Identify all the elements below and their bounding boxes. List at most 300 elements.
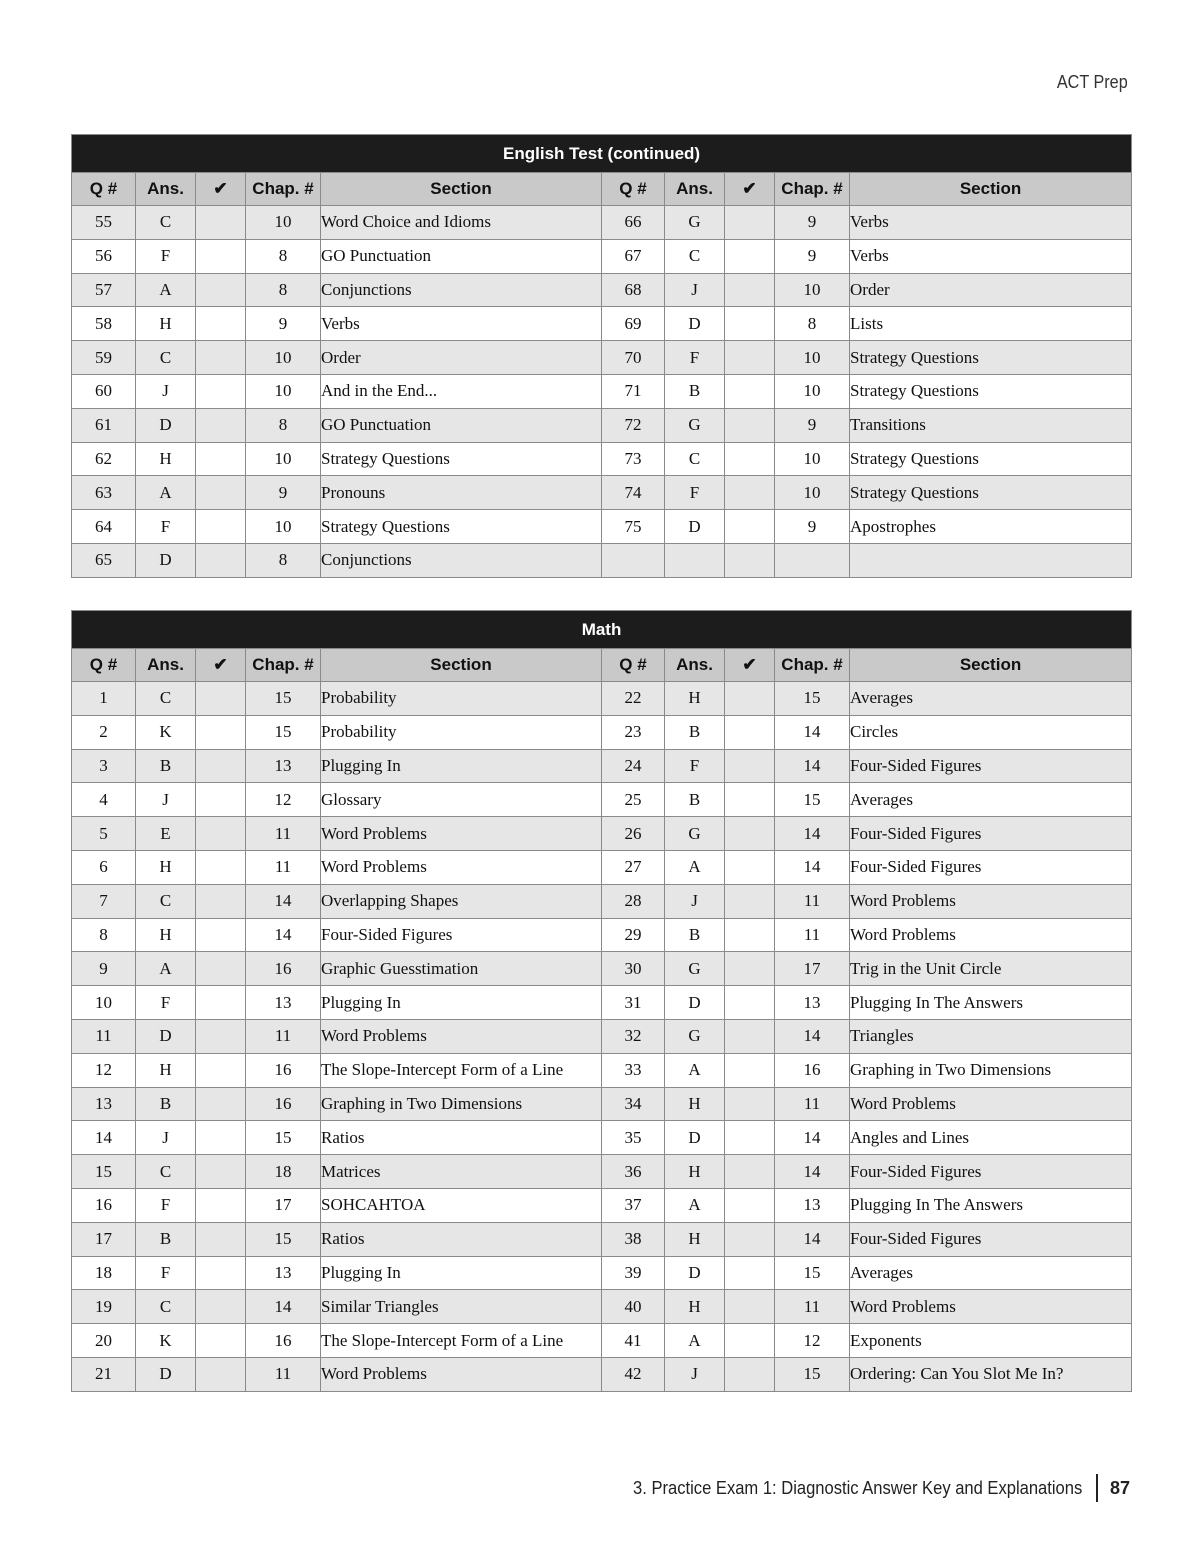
answer-cell: H [665, 1222, 725, 1256]
section-cell: Pronouns [321, 476, 602, 510]
answer-cell: D [665, 1256, 725, 1290]
chapter-number-cell: 10 [246, 374, 321, 408]
answer-cell: B [665, 715, 725, 749]
table-row [72, 1290, 1132, 1324]
chapter-number-cell: 13 [246, 986, 321, 1020]
answer-cell: C [136, 206, 196, 240]
section-cell: Strategy Questions [321, 510, 602, 544]
question-number-cell: 6 [72, 850, 136, 884]
section-cell: Word Problems [321, 1019, 602, 1053]
section-cell: Matrices [321, 1155, 602, 1189]
section-cell: Four-Sided Figures [850, 1155, 1132, 1189]
question-number-cell: 8 [72, 918, 136, 952]
section-cell: Graphic Guesstimation [321, 952, 602, 986]
question-number-cell: 16 [72, 1188, 136, 1222]
question-number-cell: 36 [602, 1155, 665, 1189]
check-box-cell[interactable] [196, 1019, 246, 1053]
check-box-cell[interactable] [196, 374, 246, 408]
section-cell: Circles [850, 715, 1132, 749]
answer-cell: B [136, 1222, 196, 1256]
chapter-number-cell [775, 543, 850, 577]
section-cell: Ratios [321, 1222, 602, 1256]
check-box-cell[interactable] [196, 273, 246, 307]
col-ans-header: Ans. [665, 649, 725, 682]
check-box-cell[interactable] [725, 442, 775, 476]
footer-divider [1096, 1474, 1098, 1502]
section-cell: Averages [850, 1256, 1132, 1290]
chapter-number-cell: 9 [775, 510, 850, 544]
question-number-cell: 33 [602, 1053, 665, 1087]
table-row [72, 850, 1132, 884]
table-row [72, 543, 1132, 577]
check-box-cell[interactable] [725, 952, 775, 986]
check-box-cell[interactable] [725, 1087, 775, 1121]
check-box-cell[interactable] [196, 817, 246, 851]
check-box-cell[interactable] [196, 239, 246, 273]
table-row [72, 374, 1132, 408]
table-row [72, 1053, 1132, 1087]
chapter-number-cell: 18 [246, 1155, 321, 1189]
check-box-cell[interactable] [725, 1019, 775, 1053]
question-number-cell: 9 [72, 952, 136, 986]
check-box-cell[interactable] [725, 918, 775, 952]
section-cell: Probability [321, 682, 602, 716]
section-cell: Strategy Questions [850, 476, 1132, 510]
answer-cell: H [665, 1087, 725, 1121]
check-box-cell[interactable] [725, 783, 775, 817]
question-number-cell [602, 543, 665, 577]
chapter-number-cell: 11 [775, 918, 850, 952]
check-box-cell[interactable] [196, 682, 246, 716]
answer-cell: C [136, 341, 196, 375]
math-table-title: Math [72, 611, 1132, 649]
chapter-number-cell: 17 [775, 952, 850, 986]
table-row [72, 749, 1132, 783]
answer-cell: D [136, 543, 196, 577]
table-row [72, 476, 1132, 510]
question-number-cell: 75 [602, 510, 665, 544]
question-number-cell: 65 [72, 543, 136, 577]
question-number-cell: 71 [602, 374, 665, 408]
check-box-cell[interactable] [725, 749, 775, 783]
check-box-cell[interactable] [725, 715, 775, 749]
question-number-cell: 26 [602, 817, 665, 851]
question-number-cell: 32 [602, 1019, 665, 1053]
answer-cell: H [136, 850, 196, 884]
question-number-cell: 27 [602, 850, 665, 884]
check-box-cell[interactable] [196, 1121, 246, 1155]
section-cell: GO Punctuation [321, 239, 602, 273]
chapter-number-cell: 14 [775, 817, 850, 851]
question-number-cell: 18 [72, 1256, 136, 1290]
check-box-cell[interactable] [196, 510, 246, 544]
table-row [72, 1256, 1132, 1290]
check-box-cell[interactable] [725, 1121, 775, 1155]
answer-cell: E [136, 817, 196, 851]
check-header-icon: ✔ [725, 173, 775, 206]
answer-cell: F [136, 510, 196, 544]
check-box-cell[interactable] [725, 1222, 775, 1256]
section-cell: Word Problems [850, 1087, 1132, 1121]
section-cell: Strategy Questions [850, 341, 1132, 375]
question-number-cell: 25 [602, 783, 665, 817]
chapter-number-cell: 15 [246, 1121, 321, 1155]
col-ans-header: Ans. [665, 173, 725, 206]
chapter-number-cell: 15 [246, 682, 321, 716]
check-box-cell[interactable] [725, 1290, 775, 1324]
col-chap-header: Chap. # [775, 173, 850, 206]
answer-cell: J [665, 884, 725, 918]
check-box-cell[interactable] [196, 715, 246, 749]
table-row [72, 273, 1132, 307]
table-row [72, 1357, 1132, 1391]
chapter-number-cell: 14 [246, 1290, 321, 1324]
check-box-cell[interactable] [196, 307, 246, 341]
table-row [72, 918, 1132, 952]
question-number-cell: 12 [72, 1053, 136, 1087]
section-cell: Ordering: Can You Slot Me In? [850, 1357, 1132, 1391]
table-row [72, 442, 1132, 476]
question-number-cell: 35 [602, 1121, 665, 1155]
section-cell: Plugging In The Answers [850, 986, 1132, 1020]
chapter-number-cell: 14 [775, 715, 850, 749]
section-cell: Graphing in Two Dimensions [321, 1087, 602, 1121]
check-box-cell[interactable] [196, 206, 246, 240]
page-number: 87 [1109, 1477, 1130, 1498]
chapter-number-cell: 11 [775, 884, 850, 918]
question-number-cell: 73 [602, 442, 665, 476]
table-row [72, 239, 1132, 273]
answer-cell: B [665, 783, 725, 817]
answer-cell: J [136, 783, 196, 817]
question-number-cell: 2 [72, 715, 136, 749]
check-box-cell[interactable] [725, 206, 775, 240]
question-number-cell: 21 [72, 1357, 136, 1391]
check-box-cell[interactable] [725, 817, 775, 851]
question-number-cell: 11 [72, 1019, 136, 1053]
check-box-cell[interactable] [196, 341, 246, 375]
chapter-number-cell: 9 [775, 206, 850, 240]
question-number-cell: 24 [602, 749, 665, 783]
chapter-number-cell: 14 [246, 884, 321, 918]
section-cell: Angles and Lines [850, 1121, 1132, 1155]
check-box-cell[interactable] [196, 1324, 246, 1358]
chapter-number-cell: 15 [775, 1357, 850, 1391]
answer-cell: G [665, 1019, 725, 1053]
chapter-number-cell: 13 [246, 1256, 321, 1290]
chapter-number-cell: 15 [775, 1256, 850, 1290]
chapter-number-cell: 13 [775, 1188, 850, 1222]
question-number-cell: 62 [72, 442, 136, 476]
section-cell: Word Problems [321, 850, 602, 884]
section-cell: The Slope-Intercept Form of a Line [321, 1324, 602, 1358]
table-row [72, 307, 1132, 341]
question-number-cell: 13 [72, 1087, 136, 1121]
answer-cell: F [136, 1188, 196, 1222]
col-ans-header: Ans. [136, 649, 196, 682]
answer-cell: G [665, 206, 725, 240]
answer-cell: J [136, 1121, 196, 1155]
table-row [72, 986, 1132, 1020]
answer-cell: C [136, 682, 196, 716]
check-box-cell[interactable] [196, 1222, 246, 1256]
answer-cell: D [136, 408, 196, 442]
check-box-cell[interactable] [725, 884, 775, 918]
table-row [72, 1155, 1132, 1189]
col-ans-header: Ans. [136, 173, 196, 206]
answer-cell: F [136, 1256, 196, 1290]
answer-cell: H [136, 442, 196, 476]
question-number-cell: 38 [602, 1222, 665, 1256]
check-box-cell[interactable] [196, 918, 246, 952]
check-box-cell[interactable] [725, 543, 775, 577]
chapter-number-cell: 10 [775, 341, 850, 375]
answer-cell: C [665, 239, 725, 273]
col-q-header: Q # [72, 649, 136, 682]
question-number-cell: 15 [72, 1155, 136, 1189]
table-row [72, 206, 1132, 240]
chapter-number-cell: 10 [775, 273, 850, 307]
section-cell: Trig in the Unit Circle [850, 952, 1132, 986]
check-box-cell[interactable] [196, 1256, 246, 1290]
section-cell: Word Problems [850, 1290, 1132, 1324]
question-number-cell: 30 [602, 952, 665, 986]
check-box-cell[interactable] [196, 1087, 246, 1121]
section-cell: GO Punctuation [321, 408, 602, 442]
section-cell: Four-Sided Figures [850, 850, 1132, 884]
chapter-number-cell: 16 [246, 952, 321, 986]
answer-cell: K [136, 1324, 196, 1358]
check-box-cell[interactable] [196, 1155, 246, 1189]
section-cell: Similar Triangles [321, 1290, 602, 1324]
chapter-number-cell: 8 [775, 307, 850, 341]
section-cell: Order [321, 341, 602, 375]
question-number-cell: 14 [72, 1121, 136, 1155]
check-box-cell[interactable] [725, 986, 775, 1020]
answer-cell: A [665, 1324, 725, 1358]
answer-cell: A [665, 1188, 725, 1222]
answer-cell: D [665, 986, 725, 1020]
chapter-number-cell: 11 [246, 817, 321, 851]
check-box-cell[interactable] [725, 341, 775, 375]
answer-cell: F [665, 476, 725, 510]
table-row [72, 341, 1132, 375]
chapter-number-cell: 15 [775, 682, 850, 716]
check-box-cell[interactable] [196, 408, 246, 442]
question-number-cell: 70 [602, 341, 665, 375]
chapter-number-cell: 16 [246, 1053, 321, 1087]
chapter-number-cell: 10 [246, 442, 321, 476]
section-cell: Verbs [321, 307, 602, 341]
question-number-cell: 63 [72, 476, 136, 510]
check-box-cell[interactable] [196, 476, 246, 510]
check-box-cell[interactable] [196, 1053, 246, 1087]
question-number-cell: 20 [72, 1324, 136, 1358]
chapter-number-cell: 15 [246, 1222, 321, 1256]
section-cell: Lists [850, 307, 1132, 341]
answer-cell: J [136, 374, 196, 408]
chapter-number-cell: 9 [775, 239, 850, 273]
chapter-number-cell: 11 [246, 1019, 321, 1053]
answer-cell: A [136, 273, 196, 307]
col-chap-header: Chap. # [246, 649, 321, 682]
section-cell: Four-Sided Figures [850, 749, 1132, 783]
check-box-cell[interactable] [196, 884, 246, 918]
math-answer-table [71, 610, 1132, 1392]
question-number-cell: 1 [72, 682, 136, 716]
table-row [72, 1087, 1132, 1121]
answer-cell: F [665, 749, 725, 783]
check-header-icon: ✔ [196, 173, 246, 206]
col-q-header: Q # [602, 649, 665, 682]
check-box-cell[interactable] [196, 543, 246, 577]
check-box-cell[interactable] [725, 682, 775, 716]
section-cell: And in the End... [321, 374, 602, 408]
answer-cell: G [665, 952, 725, 986]
answer-cell: A [136, 476, 196, 510]
check-box-cell[interactable] [725, 374, 775, 408]
col-section-header: Section [321, 173, 602, 206]
answer-cell: H [136, 918, 196, 952]
check-box-cell[interactable] [196, 749, 246, 783]
section-cell: Word Problems [321, 1357, 602, 1391]
table-row [72, 715, 1132, 749]
answer-cell: D [665, 1121, 725, 1155]
chapter-number-cell: 16 [246, 1324, 321, 1358]
answer-cell: H [665, 682, 725, 716]
question-number-cell: 60 [72, 374, 136, 408]
answer-cell: D [136, 1019, 196, 1053]
chapter-number-cell: 16 [246, 1087, 321, 1121]
col-section-header: Section [850, 173, 1132, 206]
chapter-number-cell: 14 [775, 1121, 850, 1155]
chapter-number-cell: 8 [246, 239, 321, 273]
question-number-cell: 39 [602, 1256, 665, 1290]
answer-cell [665, 543, 725, 577]
check-box-cell[interactable] [725, 1256, 775, 1290]
chapter-number-cell: 13 [775, 986, 850, 1020]
table-row [72, 1188, 1132, 1222]
section-cell: Four-Sided Figures [850, 1222, 1132, 1256]
question-number-cell: 40 [602, 1290, 665, 1324]
question-number-cell: 19 [72, 1290, 136, 1324]
question-number-cell: 68 [602, 273, 665, 307]
footer-chapter-title: 3. Practice Exam 1: Diagnostic Answer Key and Explanations [632, 1477, 1082, 1498]
section-cell: Plugging In [321, 1256, 602, 1290]
chapter-number-cell: 14 [246, 918, 321, 952]
check-box-cell[interactable] [725, 476, 775, 510]
question-number-cell: 66 [602, 206, 665, 240]
table-row [72, 682, 1132, 716]
chapter-number-cell: 10 [775, 374, 850, 408]
table-row [72, 817, 1132, 851]
check-box-cell[interactable] [725, 1324, 775, 1358]
section-cell: Word Choice and Idioms [321, 206, 602, 240]
section-cell: Triangles [850, 1019, 1132, 1053]
table-row [72, 510, 1132, 544]
table-row [72, 783, 1132, 817]
check-box-cell[interactable] [196, 783, 246, 817]
table-row [72, 408, 1132, 442]
check-box-cell[interactable] [725, 408, 775, 442]
chapter-number-cell: 12 [775, 1324, 850, 1358]
answer-cell: A [136, 952, 196, 986]
chapter-number-cell: 15 [775, 783, 850, 817]
section-cell: SOHCAHTOA [321, 1188, 602, 1222]
check-box-cell[interactable] [725, 1155, 775, 1189]
question-number-cell: 72 [602, 408, 665, 442]
check-box-cell[interactable] [725, 239, 775, 273]
section-cell: Exponents [850, 1324, 1132, 1358]
check-header-icon: ✔ [725, 649, 775, 682]
check-box-cell[interactable] [725, 1188, 775, 1222]
question-number-cell: 29 [602, 918, 665, 952]
section-cell: Plugging In The Answers [850, 1188, 1132, 1222]
question-number-cell: 61 [72, 408, 136, 442]
answer-cell: D [665, 307, 725, 341]
check-box-cell[interactable] [196, 1290, 246, 1324]
question-number-cell: 28 [602, 884, 665, 918]
question-number-cell: 41 [602, 1324, 665, 1358]
english-column-headers [72, 173, 1132, 206]
check-box-cell[interactable] [725, 273, 775, 307]
answer-cell: B [136, 1087, 196, 1121]
table-row [72, 1222, 1132, 1256]
answer-cell: D [136, 1357, 196, 1391]
chapter-number-cell: 14 [775, 850, 850, 884]
section-cell: Plugging In [321, 986, 602, 1020]
question-number-cell: 37 [602, 1188, 665, 1222]
answer-cell: G [665, 817, 725, 851]
check-box-cell[interactable] [196, 1188, 246, 1222]
english-table-title: English Test (continued) [72, 135, 1132, 173]
section-cell: Four-Sided Figures [321, 918, 602, 952]
check-box-cell[interactable] [725, 1357, 775, 1391]
check-box-cell[interactable] [725, 510, 775, 544]
question-number-cell: 56 [72, 239, 136, 273]
chapter-number-cell: 9 [246, 476, 321, 510]
section-cell: Averages [850, 682, 1132, 716]
chapter-number-cell: 8 [246, 273, 321, 307]
chapter-number-cell: 14 [775, 749, 850, 783]
section-cell: Four-Sided Figures [850, 817, 1132, 851]
section-cell: Ratios [321, 1121, 602, 1155]
question-number-cell: 42 [602, 1357, 665, 1391]
answer-cell: J [665, 1357, 725, 1391]
check-box-cell[interactable] [196, 986, 246, 1020]
answer-cell: F [136, 239, 196, 273]
answer-cell: D [665, 510, 725, 544]
check-box-cell[interactable] [725, 850, 775, 884]
check-header-icon: ✔ [196, 649, 246, 682]
chapter-number-cell: 13 [246, 749, 321, 783]
check-box-cell[interactable] [725, 307, 775, 341]
running-head: ACT Prep [1057, 72, 1128, 92]
check-box-cell[interactable] [196, 850, 246, 884]
check-box-cell[interactable] [196, 442, 246, 476]
chapter-number-cell: 11 [775, 1290, 850, 1324]
check-box-cell[interactable] [196, 1357, 246, 1391]
question-number-cell: 22 [602, 682, 665, 716]
check-box-cell[interactable] [725, 1053, 775, 1087]
chapter-number-cell: 10 [246, 206, 321, 240]
section-cell: Plugging In [321, 749, 602, 783]
question-number-cell: 5 [72, 817, 136, 851]
check-box-cell[interactable] [196, 952, 246, 986]
answer-cell: C [136, 1155, 196, 1189]
answer-cell: F [136, 986, 196, 1020]
question-number-cell: 3 [72, 749, 136, 783]
